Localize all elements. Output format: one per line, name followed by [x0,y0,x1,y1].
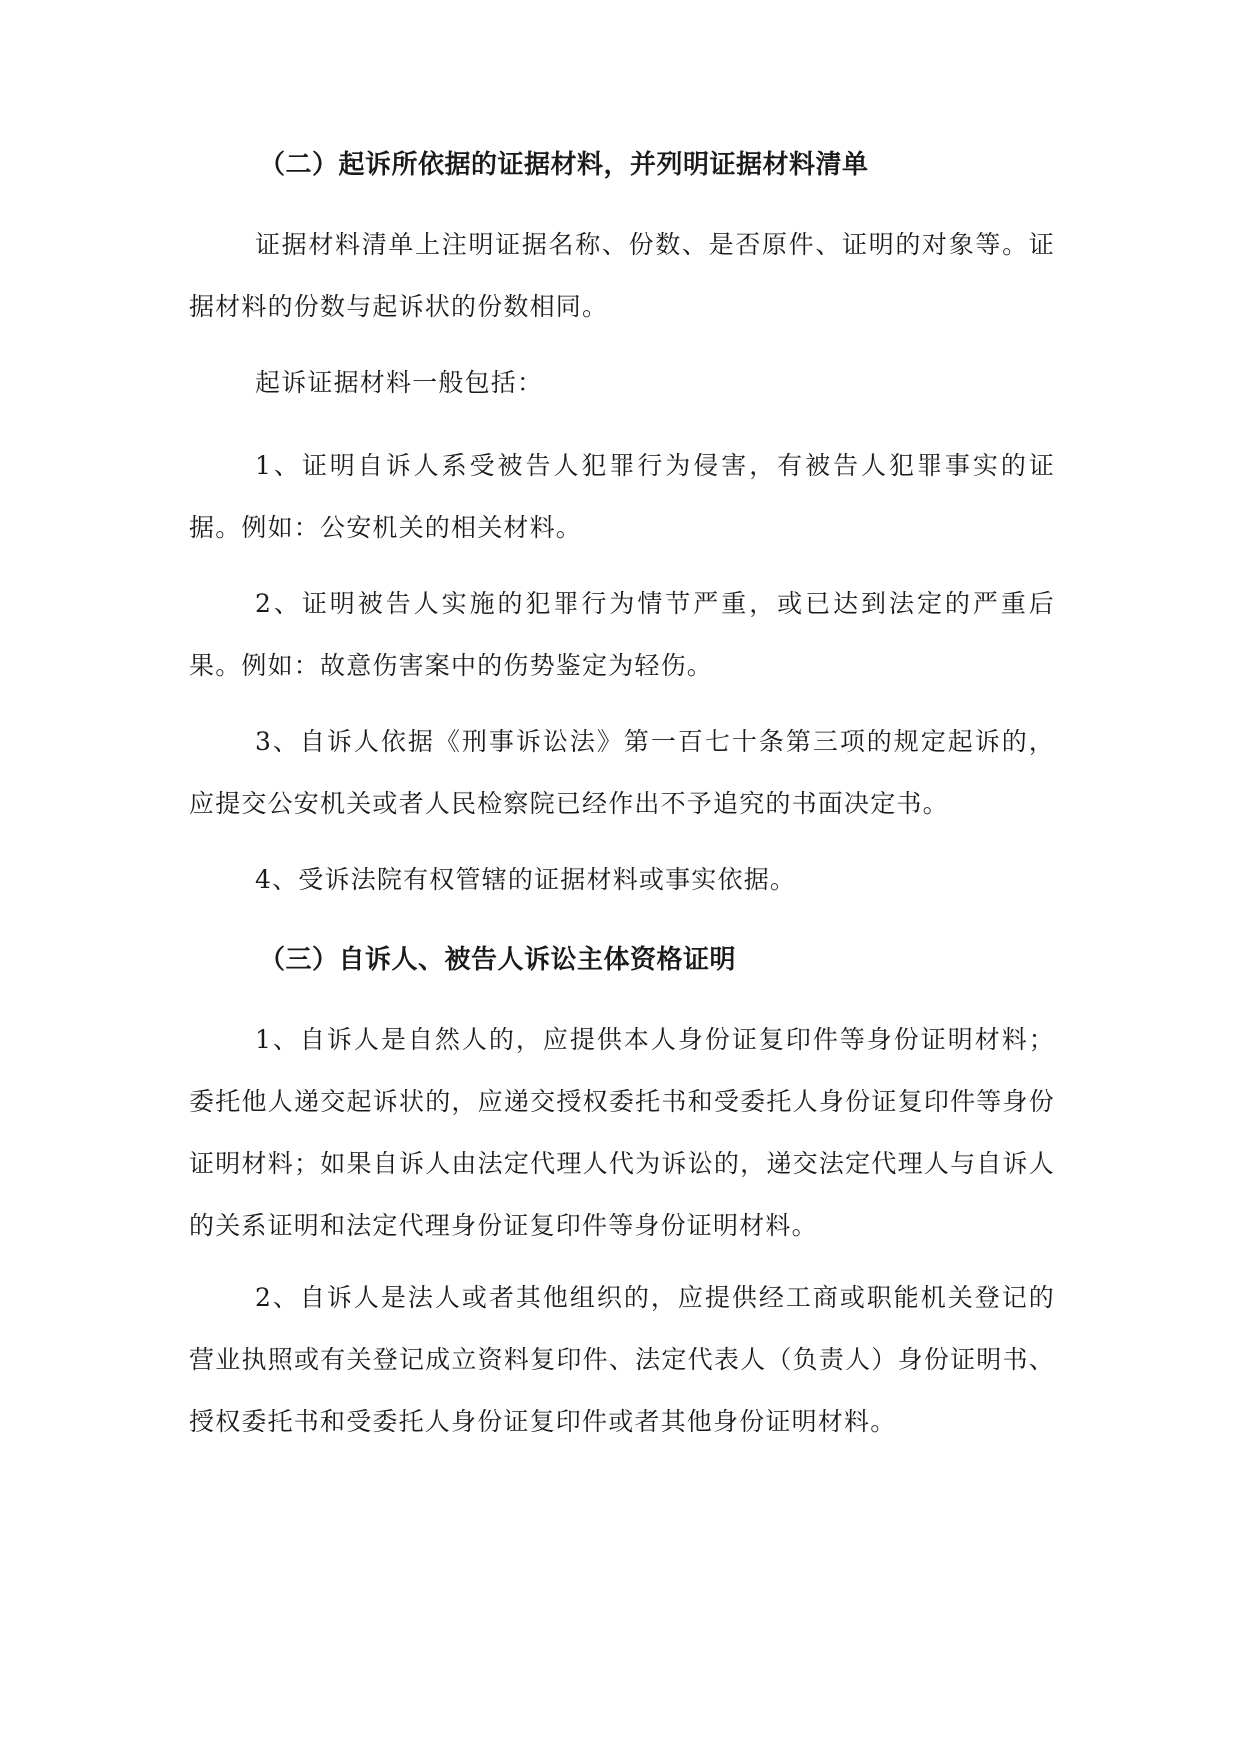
list-item-1: 1、证明自诉人系受被告人犯罪行为侵害，有被告人犯罪事实的证据。例如：公安机关的相关材料。 [189,451,1055,542]
list-item-3: 3、自诉人依据《刑事诉讼法》第一百七十条第三项的规定起诉的，应提交公安机关或者人民检察院已经作出不予追究的书面决定书。 [189,727,1055,818]
section-heading-3: （三）自诉人、被告人诉讼主体资格证明 [259,945,737,975]
list-item-2: 2、证明被告人实施的犯罪行为情节严重，或已达到法定的严重后果。例如：故意伤害案中的伤势鉴定为轻伤。 [189,589,1055,680]
paragraph-evidence-list: 证据材料清单上注明证据名称、份数、是否原件、证明的对象等。证据材料的份数与起诉状的份数相同。 [189,230,1055,321]
paragraph-general: 起诉证据材料一般包括： [255,368,544,397]
section-3-item-1: 1、自诉人是自然人的，应提供本人身份证复印件等身份证明材料；委托他人递交起诉状的，应递交授权委托书和受委托人身份证复印件等身份证明材料；如果自诉人由法定代理人代为诉讼的，递交法定代理人与自诉人的关系证明和法定代理身份证复印件等身份证明材料。 [189,1025,1055,1240]
list-item-4: 4、受诉法院有权管辖的证据材料或事实依据。 [255,865,797,894]
section-heading-2: （二）起诉所依据的证据材料，并列明证据材料清单 [259,150,869,180]
section-3-item-2: 2、自诉人是法人或者其他组织的，应提供经工商或职能机关登记的营业执照或有关登记成立资料复印件、法定代表人（负责人）身份证明书、授权委托书和受委托人身份证复印件或者其他身份证明材料。 [189,1283,1055,1436]
